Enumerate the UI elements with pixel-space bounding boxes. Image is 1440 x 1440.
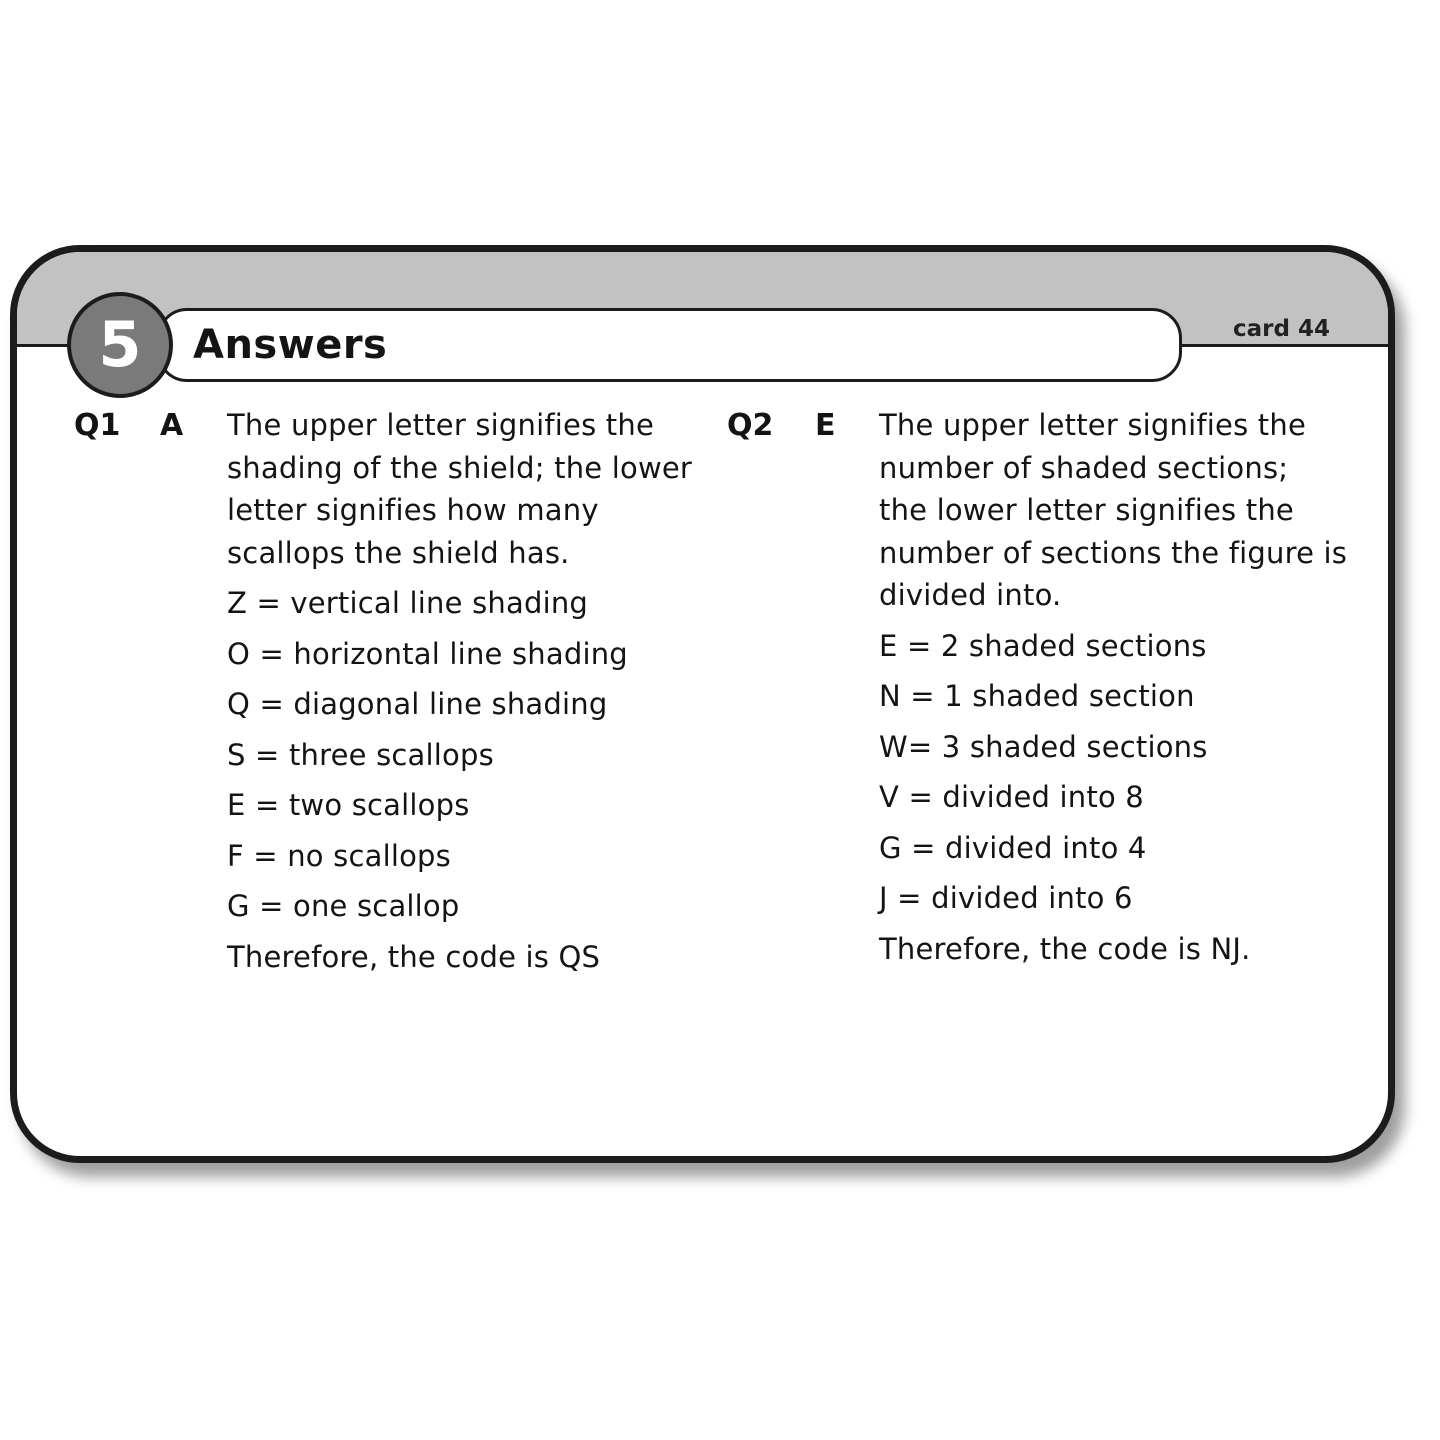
key-item: V = divided into 8: [879, 780, 1144, 814]
explanation-line: the lower letter signifies the: [879, 493, 1294, 527]
explanation-q1: [227, 404, 707, 574]
answer-letter-q1: A: [160, 408, 184, 443]
explanation-line: number of sections the figure is: [879, 535, 1348, 570]
key-item: E = 2 shaded sections: [879, 628, 1207, 663]
explanation-line: The upper letter signifies the: [227, 408, 654, 442]
key-item: S = three scallops: [227, 737, 494, 772]
conclusion-q1: Therefore, the code is QS: [227, 939, 601, 974]
answer-body-q2: [879, 404, 1379, 970]
card-number-label: card 44: [1233, 316, 1330, 342]
key-list-q1: [227, 582, 707, 936]
explanation-line: shading of the shield; the lower: [227, 450, 693, 485]
key-item: J = divided into 6: [879, 881, 1133, 915]
explanation-line: The upper letter signifies the: [879, 408, 1306, 442]
key-item: Z = vertical line shading: [227, 586, 589, 620]
explanation-line: scallops the shield has.: [227, 535, 570, 570]
explanation-line: divided into.: [879, 578, 1062, 612]
question-label-q2: Q2: [727, 408, 774, 443]
explanation-line: letter signifies how many: [227, 493, 599, 527]
conclusion-q2: Therefore, the code is NJ.: [879, 931, 1251, 966]
section-number-badge: 5: [67, 292, 173, 398]
key-item: W= 3 shaded sections: [879, 729, 1208, 764]
key-item: Q = diagonal line shading: [227, 687, 608, 721]
key-item: F = no scallops: [227, 838, 451, 873]
key-item: G = one scallop: [227, 889, 460, 923]
key-item: G = divided into 4: [879, 830, 1147, 865]
key-item: E = two scallops: [227, 788, 470, 822]
answer-body-q1: [227, 404, 707, 978]
explanation-line: number of shaded sections;: [879, 450, 1289, 485]
question-label-q1: Q1: [74, 408, 121, 443]
page-title: Answers: [193, 322, 388, 368]
key-item: O = horizontal line shading: [227, 636, 628, 671]
answer-card: [10, 245, 1395, 1163]
key-item: N = 1 shaded section: [879, 679, 1195, 713]
key-list-q2: [879, 625, 1379, 928]
answer-letter-q2: E: [815, 408, 836, 443]
explanation-q2: [879, 404, 1379, 617]
